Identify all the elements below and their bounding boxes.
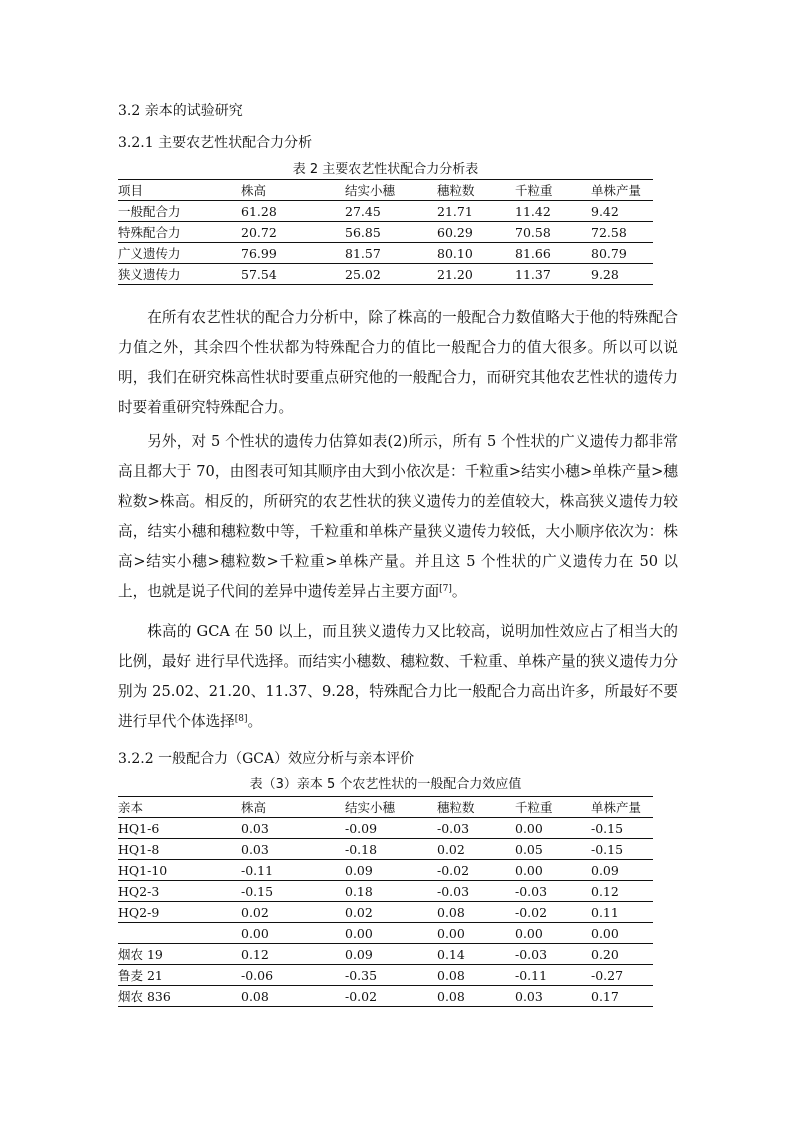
table2-header-cell: 结实小穗 <box>345 180 437 201</box>
table-cell: 0.08 <box>437 902 515 923</box>
table-cell: 25.02 <box>345 264 437 285</box>
table-cell: 27.45 <box>345 201 437 222</box>
table-cell: 0.09 <box>345 860 437 881</box>
section-heading: 3.2 亲本的试验研究 <box>118 103 243 119</box>
table2-header-row <box>118 180 653 201</box>
table-cell: 60.29 <box>437 222 515 243</box>
table-cell: 0.03 <box>515 986 591 1007</box>
table-cell: 一般配合力 <box>118 201 241 222</box>
table-cell: 81.66 <box>515 243 591 264</box>
paragraph-2 <box>118 427 678 607</box>
table-cell: 0.02 <box>437 839 515 860</box>
table-row <box>118 201 653 222</box>
table2-header-cell: 穗粒数 <box>437 180 515 201</box>
table-cell: 70.58 <box>515 222 591 243</box>
table-cell: -0.15 <box>241 881 345 902</box>
table-cell: 80.79 <box>591 243 653 264</box>
subsection-heading-2: 3.2.2 一般配合力（GCA）效应分析与亲本评价 <box>118 751 415 767</box>
table-cell: 0.00 <box>241 923 345 944</box>
table-row <box>118 986 653 1007</box>
table-cell: -0.06 <box>241 965 345 986</box>
table-cell: 0.12 <box>591 881 653 902</box>
table3-header-cell: 千粒重 <box>515 797 591 818</box>
table-cell: 0.03 <box>241 818 345 839</box>
paragraph-1: 在所有农艺性状的配合力分析中，除了株高的一般配合力数值略大于他的特殊配合力值之外，其余四个性状都为特殊配合力的值比一般配合力的值大很多。所以可以说明，我们在研究株高性状时要重点研究他的一般配合力，而研究其他农艺性状的遗传力时要着重研究特殊配合力。 <box>118 309 678 416</box>
table2 <box>118 179 653 285</box>
table3-header-cell: 亲本 <box>118 797 241 818</box>
table3-header-cell: 单株产量 <box>591 797 653 818</box>
table-cell: 鲁麦 21 <box>118 965 241 986</box>
table-cell: -0.02 <box>515 902 591 923</box>
table3 <box>118 796 653 1007</box>
table3-caption: 表（3）亲本 5 个农艺性状的一般配合力效应值 <box>249 777 522 792</box>
table-cell: 0.08 <box>241 986 345 1007</box>
table-cell: HQ1-8 <box>118 839 241 860</box>
table-cell: 72.58 <box>591 222 653 243</box>
table-cell: -0.02 <box>345 986 437 1007</box>
table-cell: 80.10 <box>437 243 515 264</box>
table-cell: 9.28 <box>591 264 653 285</box>
table-cell: 11.42 <box>515 201 591 222</box>
table-cell: 0.12 <box>241 944 345 965</box>
table-row <box>118 243 653 264</box>
table-cell: -0.02 <box>437 860 515 881</box>
table-cell: -0.18 <box>345 839 437 860</box>
table-row <box>118 839 653 860</box>
paragraph-3-end: 。 <box>247 713 263 730</box>
table-cell: HQ1-10 <box>118 860 241 881</box>
table-cell: 0.00 <box>345 923 437 944</box>
table-cell: -0.35 <box>345 965 437 986</box>
table-cell: 81.57 <box>345 243 437 264</box>
table-cell: 0.00 <box>515 860 591 881</box>
citation-8: [8] <box>234 714 248 724</box>
table-cell: 9.42 <box>591 201 653 222</box>
table-row <box>118 881 653 902</box>
table-cell: 11.37 <box>515 264 591 285</box>
subsection-heading-1: 3.2.1 主要农艺性状配合力分析 <box>118 135 313 151</box>
table-cell: 烟农 19 <box>118 944 241 965</box>
table3-header-cell: 株高 <box>241 797 345 818</box>
table-cell: 0.02 <box>345 902 437 923</box>
table-cell: 0.00 <box>515 818 591 839</box>
paragraph-2-text: 另外，对 5 个性状的遗传力估算如表(2)所示，所有 5 个性状的广义遗传力都非常高且都大于 70，由图表可知其顺序由大到小依次是：千粒重>结实小穗>单株产量>穗粒数>株高。相反的，所研究的农艺性状的狭义遗传力的差值较大，株高狭义遗传力较高，结实小穗和穗粒数中等，千粒重和单株产量狭义遗传力较低，大小顺序依次为：株高>结实小穗>穗粒数>千粒重>单株产量。并且这 5 个性状的广义遗传力在 50 以上，也就是说子代间的差异中遗传差异占主要方面 <box>118 433 678 600</box>
table-cell: -0.03 <box>437 881 515 902</box>
table-cell: HQ2-3 <box>118 881 241 902</box>
table-cell: HQ1-6 <box>118 818 241 839</box>
table-row <box>118 818 653 839</box>
table-cell: 0.20 <box>591 944 653 965</box>
table2-header-cell: 项目 <box>118 180 241 201</box>
table-cell: -0.03 <box>515 944 591 965</box>
table2-header-cell: 单株产量 <box>591 180 653 201</box>
table-cell: 20.72 <box>241 222 345 243</box>
table-row <box>118 944 653 965</box>
table-cell: 广义遗传力 <box>118 243 241 264</box>
table-cell: 0.00 <box>437 923 515 944</box>
table-cell: 21.20 <box>437 264 515 285</box>
table-cell: -0.03 <box>437 818 515 839</box>
table-row <box>118 902 653 923</box>
table-cell: 0.02 <box>241 902 345 923</box>
citation-7: [7] <box>439 584 452 594</box>
paragraph-3-text: 株高的 GCA 在 50 以上，而且狭义遗传力又比较高，说明加性效应占了相当大的比例，最好 进行早代选择。而结实小穗数、穗粒数、千粒重、单株产量的狭义遗传力分别为 25.02、21.20、11.37、9.28，特殊配合力比一般配合力高出许多，所最好不要进行早代个体选择 <box>118 623 678 730</box>
table-row <box>118 222 653 243</box>
table-cell: 61.28 <box>241 201 345 222</box>
table-row <box>118 860 653 881</box>
table-cell: 狭义遗传力 <box>118 264 241 285</box>
table-cell: -0.15 <box>591 818 653 839</box>
table-cell: -0.11 <box>241 860 345 881</box>
table-cell: 0.09 <box>345 944 437 965</box>
table-cell: 76.99 <box>241 243 345 264</box>
table-cell: -0.09 <box>345 818 437 839</box>
table-cell: -0.15 <box>591 839 653 860</box>
paragraph-2-end: 。 <box>451 583 467 600</box>
table-cell: 烟农 836 <box>118 986 241 1007</box>
table-cell: 0.17 <box>591 986 653 1007</box>
table3-header-row <box>118 797 653 818</box>
table-cell: 0.03 <box>241 839 345 860</box>
table-cell: 0.09 <box>591 860 653 881</box>
table-cell: 57.54 <box>241 264 345 285</box>
table-cell: 0.18 <box>345 881 437 902</box>
table-cell <box>118 923 241 944</box>
table-cell: 0.00 <box>591 923 653 944</box>
paragraph-3 <box>118 617 678 737</box>
table2-header-cell: 株高 <box>241 180 345 201</box>
table-cell: -0.03 <box>515 881 591 902</box>
table-cell: 0.14 <box>437 944 515 965</box>
table-cell: 21.71 <box>437 201 515 222</box>
table-cell: HQ2-9 <box>118 902 241 923</box>
table-cell: 特殊配合力 <box>118 222 241 243</box>
table3-header-cell: 穗粒数 <box>437 797 515 818</box>
table-cell: 0.08 <box>437 965 515 986</box>
table-cell: 56.85 <box>345 222 437 243</box>
table-cell: 0.08 <box>437 986 515 1007</box>
table-row <box>118 264 653 285</box>
table3-header-cell: 结实小穗 <box>345 797 437 818</box>
table-cell: -0.27 <box>591 965 653 986</box>
table-cell: -0.11 <box>515 965 591 986</box>
table-cell: 0.11 <box>591 902 653 923</box>
table2-caption: 表 2 主要农艺性状配合力分析表 <box>292 162 479 177</box>
table-cell: 0.00 <box>515 923 591 944</box>
table-row <box>118 965 653 986</box>
table2-header-cell: 千粒重 <box>515 180 591 201</box>
table-row <box>118 923 653 944</box>
table-cell: 0.05 <box>515 839 591 860</box>
